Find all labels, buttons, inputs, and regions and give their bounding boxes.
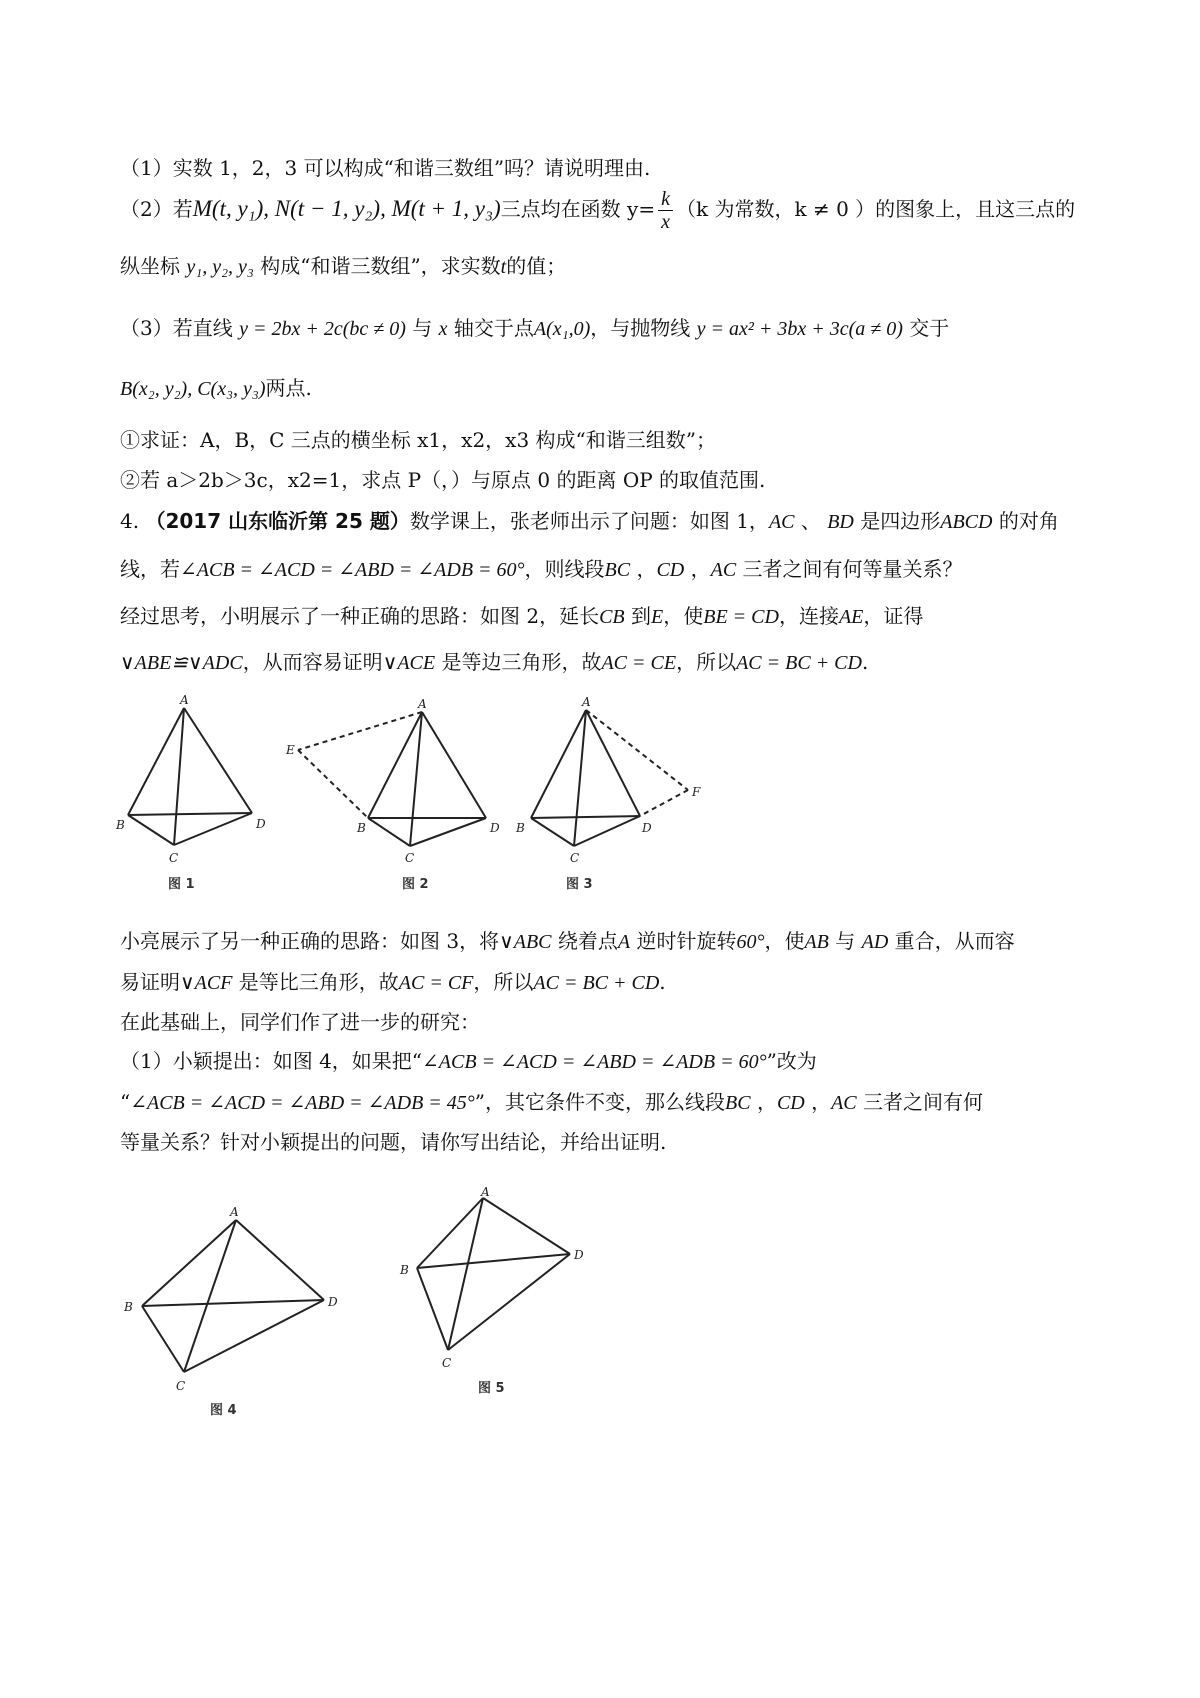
figures-row-2 — [110, 1185, 670, 1430]
figure-5-caption: 图 5 — [478, 1381, 505, 1396]
text: 、 — [800, 509, 821, 533]
math: AC — [710, 559, 737, 581]
segment-ac — [174, 708, 184, 845]
q3-part1-text: （1）实数 1，2，3 可以构成“和谐三数组”吗？请说明理由. — [120, 156, 651, 180]
label-e: E — [286, 743, 295, 757]
text: 三者之间有何 — [863, 1090, 984, 1114]
q3-part3-line1 — [120, 312, 949, 345]
segment-ad — [483, 1198, 570, 1254]
text: ，证得 — [863, 604, 924, 628]
label-d: D — [328, 1295, 338, 1309]
text: （1）小颖提出：如图 4，如果把“ — [120, 1049, 423, 1073]
text: 两点. — [265, 376, 312, 400]
math-x: x — [438, 318, 448, 340]
label-f: F — [692, 785, 701, 799]
math-points-bc: B(x₂, y₂), C(x₃, y₃) — [120, 378, 266, 400]
text: 经过思考，小明展示了一种正确的思路：如图 2，延长 — [120, 604, 600, 628]
figure-1-caption: 图 1 — [168, 877, 195, 892]
text: ，使 — [663, 604, 704, 628]
text: ①求证：A，B，C 三点的横坐标 x1，x2，x3 构成“和谐三组数”； — [120, 428, 716, 452]
math: CB — [599, 606, 625, 628]
text: 等量关系？针对小颖提出的问题，请你写出结论，并给出证明. — [120, 1130, 667, 1154]
segment-ad — [184, 708, 252, 813]
math: BC — [725, 1092, 751, 1114]
text: ， — [690, 557, 711, 581]
text: ， — [636, 557, 657, 581]
segment-cd — [410, 818, 486, 846]
q3-part2-line2 — [120, 250, 566, 283]
text: 数学课上，张老师出示了问题：如图 1， — [409, 509, 769, 533]
q3-part2-line1 — [120, 188, 1075, 233]
text: 在此基础上，同学们作了进一步的研究： — [120, 1010, 480, 1034]
label-d: D — [642, 821, 652, 835]
text: ，与抛物线 — [590, 316, 691, 340]
segment-bd — [417, 1254, 570, 1268]
segment-bc — [368, 818, 410, 846]
math: A — [617, 931, 631, 953]
math-angle-eq: ∠ACB = ∠ACD = ∠ABD = ∠ADB = 60° — [180, 559, 525, 581]
math: AC — [768, 511, 795, 533]
text: ，所以 — [473, 970, 534, 994]
label-b: B — [400, 1263, 409, 1277]
math: ABCD — [940, 511, 993, 533]
segment-bd — [531, 816, 640, 818]
text: ，所以 — [676, 650, 737, 674]
segment-ad — [236, 1220, 324, 1300]
figure-3-caption: 图 3 — [566, 877, 593, 892]
q3-sub1 — [120, 424, 716, 456]
text: 重合，从而容 — [894, 929, 1015, 953]
label-c: C — [169, 851, 179, 865]
question-source: （2017 山东临沂第 25 题） — [145, 509, 410, 533]
math: AC = BC + CD — [533, 972, 660, 994]
math: CD — [656, 559, 685, 581]
text: 是等比三角形，故 — [238, 970, 399, 994]
text: 的值； — [506, 254, 567, 278]
label-c: C — [442, 1356, 452, 1370]
text: 是四边形 — [860, 509, 941, 533]
text: 小亮展示了另一种正确的思路：如图 3，将 — [120, 929, 500, 953]
math: AC = CE — [601, 652, 677, 674]
segment-ad — [422, 712, 486, 818]
q4-line6 — [120, 966, 666, 999]
text: 易证明 — [120, 970, 180, 994]
label-b: B — [124, 1300, 133, 1314]
math: ∨ACE — [382, 652, 436, 674]
figure-1 — [128, 708, 252, 845]
text: ，从而容易证明 — [242, 650, 383, 674]
math: AB — [804, 931, 829, 953]
text: ”改为 — [766, 1049, 817, 1073]
math-vars: y₁, y₂, y₃ — [186, 256, 254, 278]
segment-cd — [174, 813, 252, 845]
q3-part1 — [120, 152, 650, 184]
label-d: D — [490, 821, 500, 835]
q4-line2 — [120, 553, 963, 586]
figure-4 — [142, 1220, 324, 1372]
text: . — [861, 650, 869, 674]
text: 与 — [412, 316, 433, 340]
text: 绕着点 — [557, 929, 618, 953]
label-a: A — [180, 693, 189, 707]
fraction-k-over-x — [658, 188, 673, 233]
text: ，使 — [764, 929, 805, 953]
q4-line4 — [120, 646, 868, 679]
segment-cd — [574, 816, 640, 846]
label-a: A — [582, 695, 591, 709]
text: ②若 a＞2b＞3c，x2=1，求点 P（，）与原点 0 的距离 OP 的取值范围. — [120, 468, 766, 492]
label-d: D — [574, 1248, 584, 1262]
math-t: t — [500, 256, 507, 278]
math: AC = CF — [398, 972, 474, 994]
question-number: 4. — [120, 509, 140, 533]
segment-ad — [586, 710, 640, 816]
text: ， — [756, 1090, 777, 1114]
q4-line10 — [120, 1126, 666, 1158]
figure-5 — [417, 1198, 570, 1350]
text: . — [659, 970, 666, 994]
math: AC — [831, 1092, 857, 1114]
text: 轴交于点 — [453, 316, 534, 340]
segment-bd — [142, 1300, 324, 1306]
figure-2 — [298, 712, 486, 846]
segment-ae-dashed — [298, 712, 422, 750]
math: 60° — [736, 931, 765, 953]
figure-3 — [531, 710, 688, 846]
text: 纵坐标 — [120, 254, 180, 278]
label-a: A — [418, 697, 427, 711]
q4-line1 — [120, 505, 1059, 538]
q4-line9 — [120, 1086, 983, 1119]
segment-bc — [128, 815, 174, 845]
math: AC = BC + CD — [736, 652, 862, 674]
label-a: A — [481, 1185, 490, 1199]
text: 交于 — [909, 316, 950, 340]
math: CD — [776, 1092, 805, 1114]
math-parabola-eq: y = ax² + 3bx + 3c(a ≠ 0) — [696, 318, 903, 340]
label-c: C — [570, 851, 580, 865]
text: 到 — [631, 604, 652, 628]
math: BE = CD — [703, 606, 779, 628]
math: ∨ABC — [499, 931, 552, 953]
segment-bc — [417, 1268, 448, 1350]
label-c: C — [405, 851, 415, 865]
text: ”，其它条件不变，那么线段 — [474, 1090, 726, 1114]
math-line-eq: y = 2bx + 2c(bc ≠ 0) — [239, 318, 406, 340]
label-b: B — [357, 821, 366, 835]
math: ∨ACF — [180, 972, 233, 994]
q4-line8 — [120, 1045, 817, 1078]
q4-line5 — [120, 925, 1015, 958]
math-points: M(t, y₁), N(t − 1, y₂), M(t + 1, y₃) — [192, 196, 501, 221]
text: 是等边三角形，故 — [441, 650, 602, 674]
fraction-denominator: x — [661, 211, 670, 233]
text: （3）若直线 — [120, 316, 233, 340]
math: E — [651, 606, 664, 628]
math-angle-eq: ∠ACB = ∠ACD = ∠ABD = ∠ADB = 60° — [422, 1051, 767, 1073]
segment-bc — [142, 1306, 184, 1372]
text: 逆时针旋转 — [636, 929, 737, 953]
text: “ — [120, 1090, 131, 1114]
text: 三者之间有何等量关系？ — [742, 557, 963, 581]
segment-ab — [128, 708, 184, 815]
label-d: D — [256, 817, 266, 831]
text: 的对角 — [998, 509, 1059, 533]
math: ∨ABE≌∨ADC — [120, 652, 243, 674]
q3-sub2 — [120, 464, 765, 496]
segment-bc — [531, 818, 574, 846]
label-c: C — [176, 1379, 186, 1393]
segment-ab — [417, 1198, 483, 1268]
text: 构成“和谐三数组”，求实数 — [260, 254, 501, 278]
figure-2-caption: 图 2 — [402, 877, 429, 892]
label-b: B — [516, 821, 525, 835]
text: （2）若 — [120, 197, 193, 221]
fraction-numerator: k — [658, 188, 673, 211]
segment-af-dashed — [586, 710, 688, 790]
segment-bd — [128, 813, 252, 815]
figure-4-caption: 图 4 — [210, 1403, 237, 1418]
math: BD — [827, 511, 854, 533]
segment-eb-dashed — [298, 750, 368, 818]
text: ， — [811, 1090, 832, 1114]
text: 线，若 — [120, 557, 180, 581]
math: AE — [838, 606, 864, 628]
label-a: A — [230, 1205, 239, 1219]
segment-fd-dashed — [640, 790, 688, 816]
q4-line3 — [120, 600, 923, 633]
text: ，连接 — [778, 604, 839, 628]
math-angle-eq: ∠ACB = ∠ACD = ∠ABD = ∠ADB = 45° — [130, 1092, 475, 1114]
math: BC — [604, 559, 631, 581]
text: ，则线段 — [524, 557, 605, 581]
figures-row-1 — [110, 690, 710, 900]
q3-part3-line2 — [120, 372, 312, 405]
q4-line7 — [120, 1006, 480, 1038]
math-point-a: A(x₁,0) — [533, 318, 591, 340]
text: （k 为常数，k ≠ 0 ）的图象上，且这三点的 — [676, 197, 1076, 221]
text: 三点均在函数 y= — [500, 197, 656, 221]
label-b: B — [116, 818, 125, 832]
text: 与 — [835, 929, 856, 953]
math: AD — [861, 931, 889, 953]
